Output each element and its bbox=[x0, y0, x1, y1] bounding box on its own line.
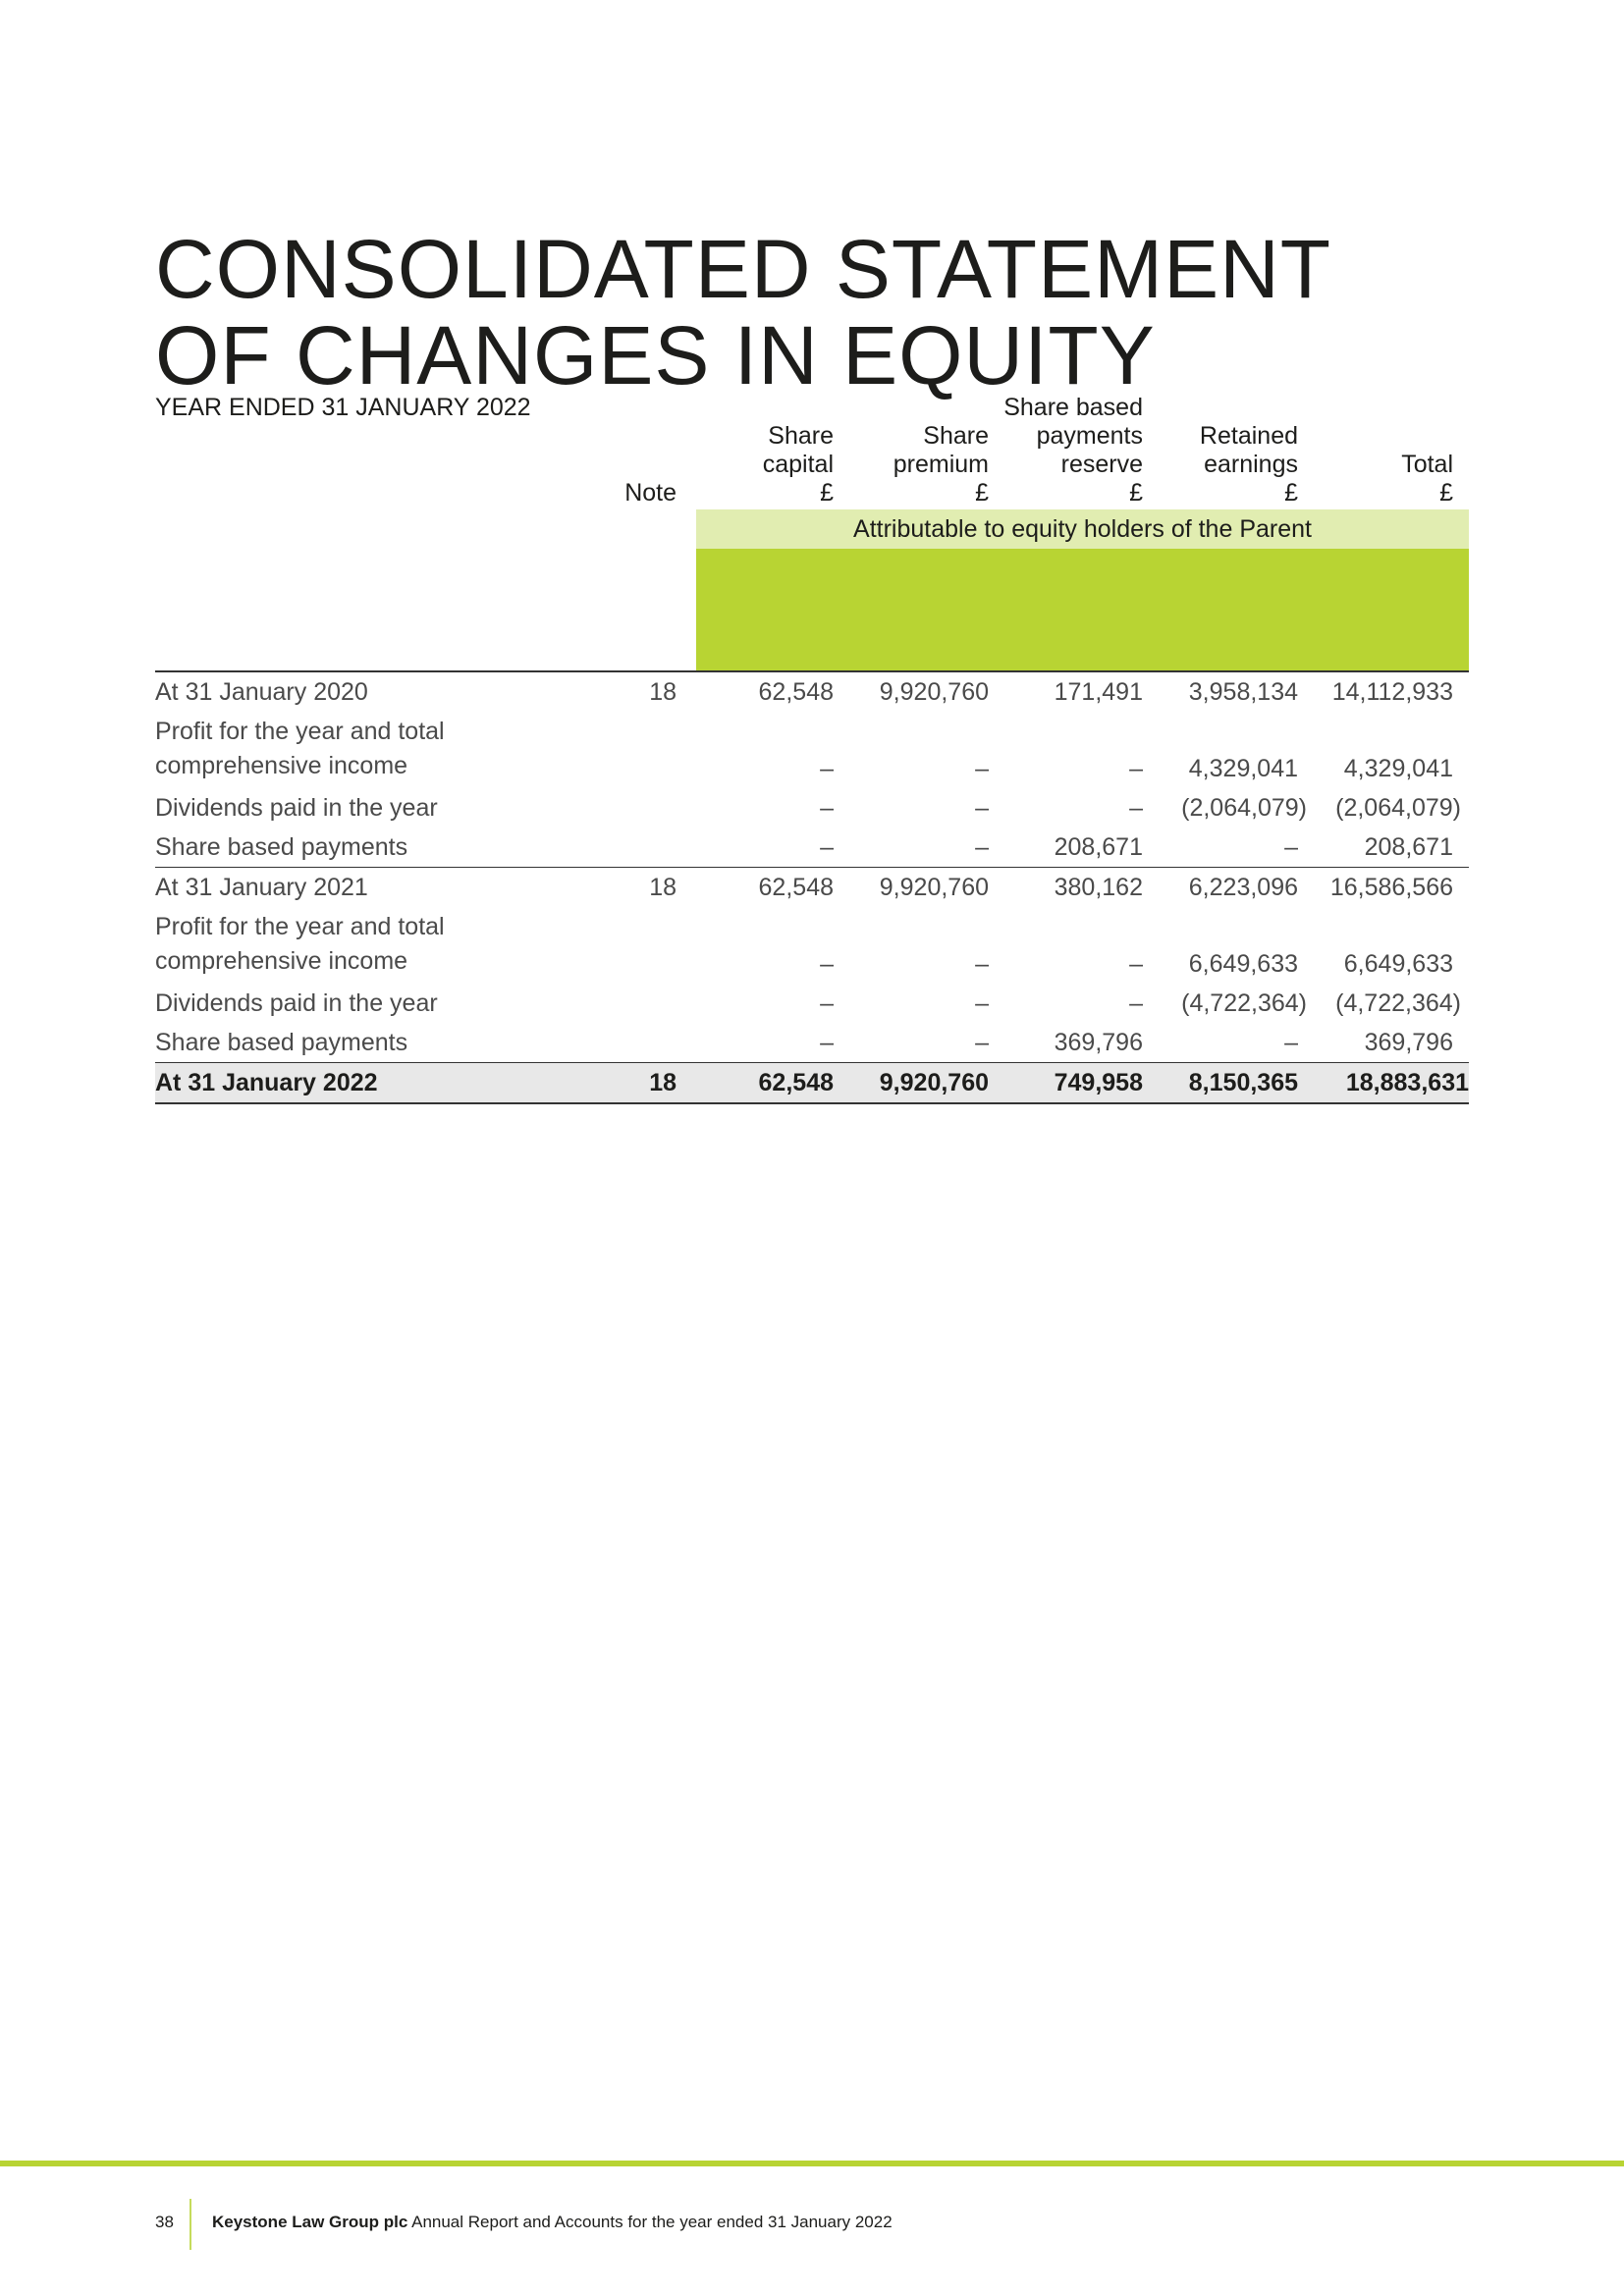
cell-total: 16,586,566 bbox=[1329, 874, 1453, 901]
cell-retained-earnings: – bbox=[1284, 1029, 1298, 1056]
cell-share-premium: 9,920,760 bbox=[879, 874, 989, 901]
cell-total: 208,671 bbox=[1364, 833, 1453, 861]
footer-divider bbox=[189, 2199, 191, 2250]
table-body bbox=[155, 672, 1469, 1104]
cell-share-premium: – bbox=[975, 1029, 989, 1056]
column-header-band bbox=[696, 549, 1469, 670]
cell-share-capital: – bbox=[820, 794, 834, 822]
page-number: 38 bbox=[155, 2213, 174, 2231]
page-subtitle: YEAR ENDED 31 JANUARY 2022 bbox=[155, 394, 531, 421]
footer-text bbox=[212, 2213, 893, 2232]
cell-retained-earnings: 8,150,365 bbox=[1188, 1069, 1298, 1096]
col-header-share-premium: Share premium £ bbox=[893, 422, 989, 507]
row-label: At 31 January 2020 bbox=[155, 678, 368, 706]
cell-share-capital: – bbox=[820, 1029, 834, 1056]
cell-share-premium: 9,920,760 bbox=[879, 1069, 989, 1096]
cell-share-premium: 9,920,760 bbox=[879, 678, 989, 706]
footer-rule bbox=[0, 2161, 1624, 2166]
table-row bbox=[155, 1023, 1469, 1063]
table-row bbox=[155, 868, 1469, 907]
table-row bbox=[155, 907, 1469, 984]
footer-company: Keystone Law Group plc bbox=[212, 2213, 408, 2231]
row-note: 18 bbox=[649, 678, 677, 706]
row-label: Dividends paid in the year bbox=[155, 989, 438, 1017]
row-label: Dividends paid in the year bbox=[155, 794, 438, 822]
cell-sbp-reserve: 208,671 bbox=[1054, 833, 1143, 861]
cell-share-premium: – bbox=[975, 950, 989, 978]
col-header-total: Total £ bbox=[1401, 451, 1453, 507]
cell-share-capital: – bbox=[820, 833, 834, 861]
cell-total: 14,112,933 bbox=[1331, 678, 1453, 706]
cell-share-capital: 62,548 bbox=[758, 874, 834, 901]
cell-share-premium: – bbox=[975, 989, 989, 1017]
row-label: At 31 January 2021 bbox=[155, 874, 368, 901]
cell-sbp-reserve: 749,958 bbox=[1054, 1069, 1143, 1096]
cell-total: 6,649,633 bbox=[1343, 950, 1453, 978]
row-label: Profit for the year and total comprehensive income bbox=[155, 913, 445, 975]
cell-sbp-reserve: – bbox=[1129, 989, 1143, 1017]
cell-sbp-reserve: 171,491 bbox=[1054, 678, 1143, 706]
cell-total: 4,329,041 bbox=[1343, 755, 1453, 782]
cell-sbp-reserve: – bbox=[1129, 794, 1143, 822]
cell-share-capital: – bbox=[820, 950, 834, 978]
cell-share-capital: 62,548 bbox=[758, 678, 834, 706]
col-header-share-capital: Share capital £ bbox=[762, 422, 834, 507]
group-header: Attributable to equity holders of the Parent bbox=[696, 509, 1469, 549]
cell-sbp-reserve: – bbox=[1129, 755, 1143, 782]
row-label: At 31 January 2022 bbox=[155, 1069, 378, 1096]
cell-retained-earnings: 4,329,041 bbox=[1188, 755, 1298, 782]
row-label: Profit for the year and total comprehensive income bbox=[155, 718, 445, 779]
cell-total: 18,883,631 bbox=[1345, 1069, 1469, 1096]
cell-sbp-reserve: 380,162 bbox=[1054, 874, 1143, 901]
col-header-note: Note bbox=[624, 479, 677, 507]
cell-share-premium: – bbox=[975, 833, 989, 861]
row-note: 18 bbox=[649, 874, 677, 901]
cell-sbp-reserve: 369,796 bbox=[1054, 1029, 1143, 1056]
page-title: CONSOLIDATED STATEMENT OF CHANGES IN EQUITY bbox=[155, 223, 1330, 401]
cell-retained-earnings: (4,722,364) bbox=[1181, 989, 1307, 1017]
cell-total: (2,064,079) bbox=[1335, 794, 1461, 822]
table-row bbox=[155, 672, 1469, 712]
cell-retained-earnings: 6,649,633 bbox=[1188, 950, 1298, 978]
cell-total: (4,722,364) bbox=[1335, 989, 1461, 1017]
cell-share-premium: – bbox=[975, 794, 989, 822]
table-row bbox=[155, 828, 1469, 868]
cell-retained-earnings: 6,223,096 bbox=[1188, 874, 1298, 901]
cell-total: 369,796 bbox=[1364, 1029, 1453, 1056]
table-row bbox=[155, 712, 1469, 788]
table-row bbox=[155, 984, 1469, 1023]
cell-sbp-reserve: – bbox=[1129, 950, 1143, 978]
row-label: Share based payments bbox=[155, 833, 408, 861]
cell-share-capital: – bbox=[820, 755, 834, 782]
footer-description: Annual Report and Accounts for the year ended 31 January 2022 bbox=[411, 2213, 893, 2231]
cell-share-premium: – bbox=[975, 755, 989, 782]
cell-retained-earnings: 3,958,134 bbox=[1188, 678, 1298, 706]
cell-share-capital: – bbox=[820, 989, 834, 1017]
cell-retained-earnings: (2,064,079) bbox=[1181, 794, 1307, 822]
col-header-retained-earnings: Retained earnings £ bbox=[1199, 422, 1298, 507]
col-header-sbp-reserve: Share based payments reserve £ bbox=[1003, 394, 1143, 507]
table-row bbox=[155, 788, 1469, 828]
row-label: Share based payments bbox=[155, 1029, 408, 1056]
cell-retained-earnings: – bbox=[1284, 833, 1298, 861]
cell-share-capital: 62,548 bbox=[758, 1069, 834, 1096]
row-note: 18 bbox=[649, 1069, 677, 1096]
table-row-total bbox=[155, 1063, 1469, 1104]
